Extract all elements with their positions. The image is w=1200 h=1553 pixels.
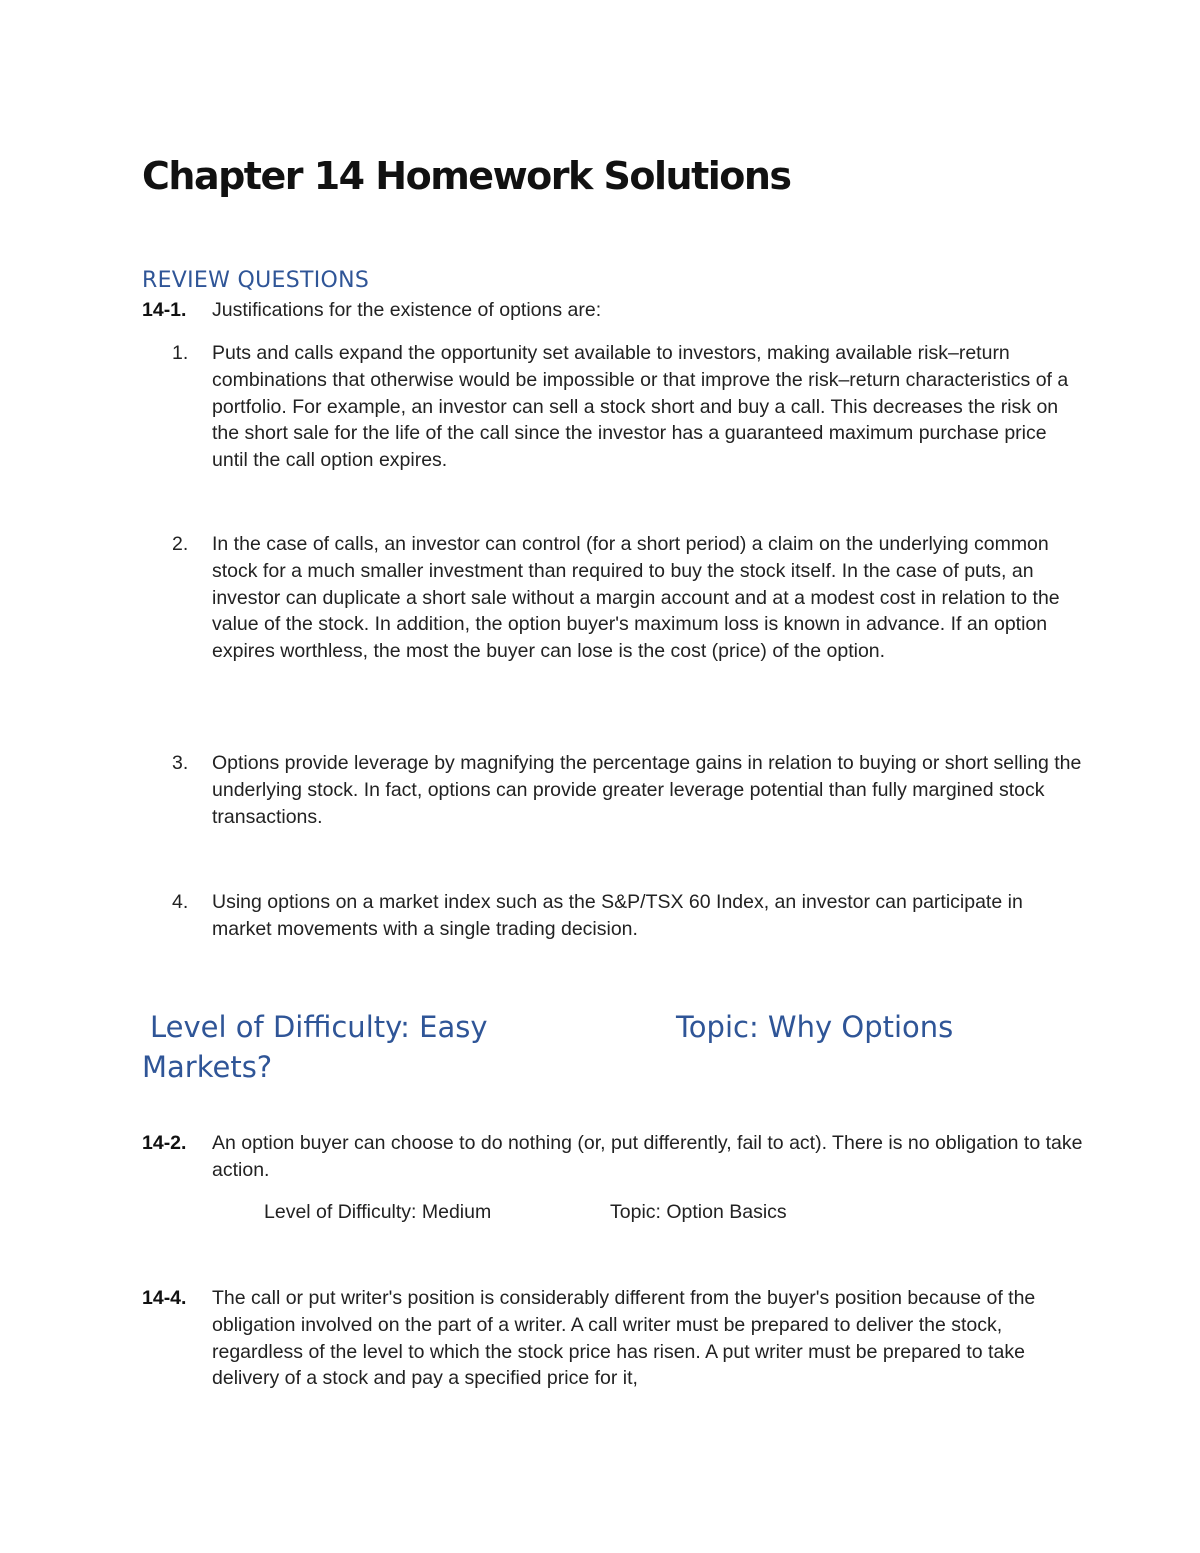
section-heading-review-questions: REVIEW QUESTIONS: [142, 268, 370, 293]
list-item-text: Puts and calls expand the opportunity set available to investors, making available risk–return combinations that otherwise would be impossible or that improve the risk–return characteristics of a portfolio. For example, an investor can sell a stock short and buy a call. This decreases the risk on the short sale for the life of the call since the investor has a guaranteed maximum purchase price until the call option expires.: [212, 342, 1069, 472]
list-item-text: Using options on a market index such as the S&P/TSX 60 Index, an investor can participate in market movements with a single trading decision.: [212, 891, 1023, 940]
question-number: 14-1.: [142, 299, 187, 321]
question-text: An option buyer can choose to do nothing (or, put differently, fail to act). There is no obligation to take action.: [212, 1132, 1083, 1181]
topic-label: Topic: Option Basics: [610, 1201, 787, 1223]
question-number: 14-2.: [142, 1132, 187, 1154]
list-item-text: Options provide leverage by magnifying the percentage gains in relation to buying or short selling the underlying stock. In fact, options can provide greater leverage potential than fully margined stock transactions.: [212, 752, 1082, 828]
document-title: Chapter 14 Homework Solutions: [142, 154, 791, 198]
question-number: 14-4.: [142, 1287, 187, 1309]
topic-label-continued: Markets?: [142, 1050, 273, 1084]
list-item-number: 4.: [172, 891, 189, 913]
list-item-number: 3.: [172, 752, 189, 774]
list-item-number: 2.: [172, 533, 189, 555]
topic-label: Topic: Why Options: [676, 1010, 954, 1044]
difficulty-label: Level of Difficulty: Easy: [150, 1010, 488, 1044]
list-item-number: 1.: [172, 342, 189, 364]
list-item-text: In the case of calls, an investor can control (for a short period) a claim on the underlying common stock for a much smaller investment than required to buy the stock itself. In the case of puts, an investor can duplicate a short sale without a margin account and at a modest cost in relation to the value of the stock. In addition, the option buyer's maximum loss is known in advance. If an option expires worthless, the most the buyer can lose is the cost (price) of the option.: [212, 533, 1060, 663]
difficulty-label: Level of Difficulty: Medium: [264, 1201, 492, 1223]
question-text: Justifications for the existence of options are:: [212, 299, 602, 321]
question-text: The call or put writer's position is considerably different from the buyer's position because of the obligation involved on the part of a writer. A call writer must be prepared to deliver the stock, regardless of the level to which the stock price has risen. A put writer must be prepared to take delivery of a stock and pay a specified price for it,: [212, 1287, 1036, 1390]
